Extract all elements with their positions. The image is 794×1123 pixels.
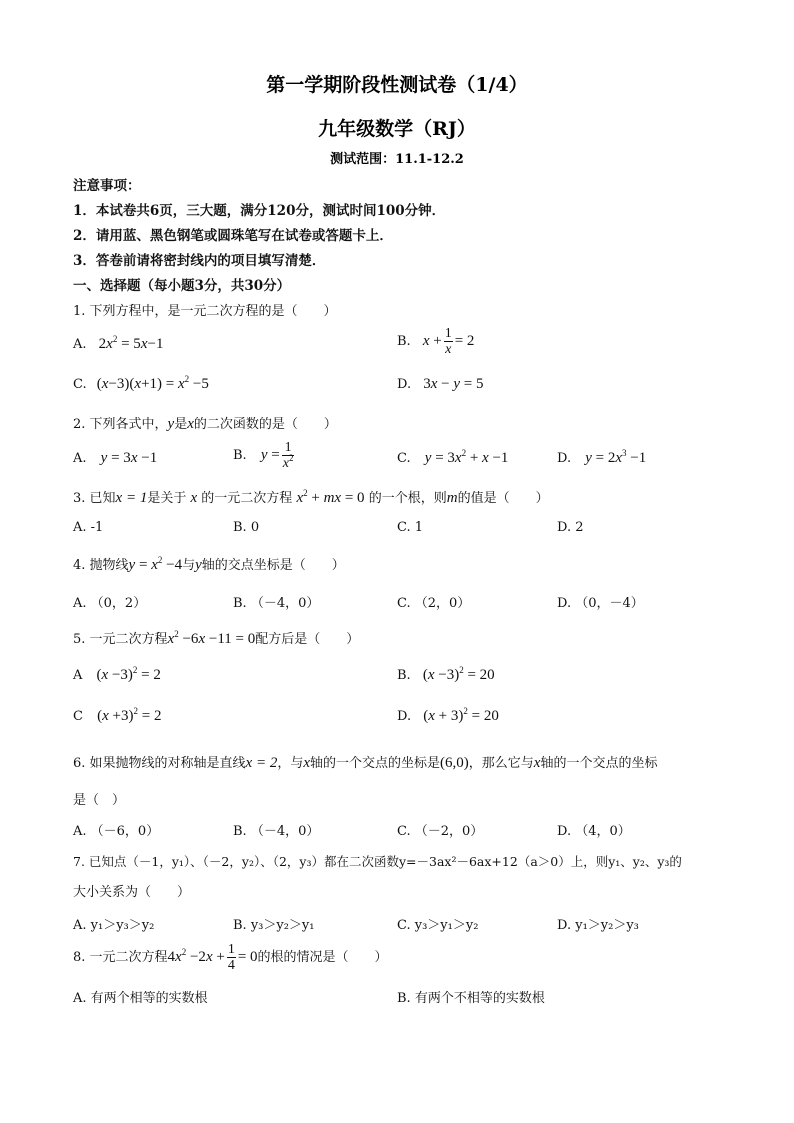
question-5-option-d <box>397 708 499 725</box>
equation: $y = 2x^3 -1$ <box>585 448 647 466</box>
equation: $y = 3x^2 + x -1$ <box>424 448 509 466</box>
question-5-option-c <box>73 708 161 725</box>
equation: $(x +3)^2 = 2$ <box>97 706 162 724</box>
variable-y: y <box>195 557 202 573</box>
stem-text: 的一元二次方程 <box>201 491 293 506</box>
question-5-option-a <box>73 667 161 684</box>
page-subtitle: 九年级数学（RJ） <box>318 118 476 140</box>
equation: x = 1 <box>115 490 148 506</box>
question-3-option-c: C. 1 <box>397 520 424 535</box>
equation: $(x + 3)^2 = 20$ <box>423 706 499 724</box>
question-2-option-d <box>557 450 646 467</box>
equation: $x^2 -6x -11 = 0$ <box>167 629 256 647</box>
question-1-option-a <box>73 336 163 353</box>
question-6-option-b: B. （－4，0） <box>233 824 320 839</box>
test-range: 测试范围：11.1-12.2 <box>330 152 464 167</box>
option-label: C. <box>397 451 411 466</box>
option-label: D. <box>397 377 412 392</box>
question-4-option-c: C. （2，0） <box>397 596 471 611</box>
stem-text: 是关于 <box>147 491 187 506</box>
equation: $(x-3)(x+1) = x^2 -5$ <box>96 374 209 392</box>
option-label: C <box>73 709 83 724</box>
option-label: A. <box>73 451 87 466</box>
option-label: A. <box>73 337 87 352</box>
stem-text: 5. 一元二次方程 <box>73 632 168 647</box>
page-title: 第一学期阶段性测试卷（1/4） <box>266 74 528 96</box>
equation: $x^2$ + mx = 0 <box>296 488 365 506</box>
stem-text: 轴的一个交点的坐标是 <box>310 756 441 771</box>
equation: $(x -3)^2 = 20$ <box>422 665 495 683</box>
question-3-option-d: D. 2 <box>557 520 584 535</box>
stem-text: 的值是（ ） <box>457 491 549 506</box>
question-3-stem <box>73 487 549 507</box>
question-4-option-d: D. （0，－4） <box>557 596 644 611</box>
stem-text: 4. 抛物线 <box>73 558 129 573</box>
option-label: C. <box>73 377 87 392</box>
question-4-option-b: B. （－4，0） <box>233 596 320 611</box>
question-1-option-d <box>397 376 484 393</box>
question-1-option-b <box>397 326 474 357</box>
option-label: A <box>73 668 83 683</box>
stem-text: 2. 下列各式中， <box>73 417 168 432</box>
question-2-option-a <box>73 450 157 467</box>
question-1-stem: 1. 下列方程中，是一元二次方程的是（ ） <box>73 304 337 319</box>
stem-text: ，与 <box>277 756 304 771</box>
stem-text: 轴的一个交点的坐标 <box>540 756 658 771</box>
variable-x: x <box>187 416 194 432</box>
variable-x: x <box>190 490 198 506</box>
notes-heading: 注意事项： <box>73 178 141 194</box>
variable-m: m <box>446 490 458 506</box>
question-4-stem <box>73 554 345 574</box>
question-7-stem: 7. 已知点（－1，y₁）、（－2，y₂）、（2，y₃）都在二次函数y=－3ax²－6ax+12（a＞0）上，则y₁、y₂、y₃的 <box>73 854 682 869</box>
question-3-option-b: B. 0 <box>233 520 260 535</box>
question-7-option-a: A. y₁＞y₃＞y₂ <box>73 918 155 933</box>
stem-text: 6. 如果抛物线的对称轴是直线 <box>73 756 246 771</box>
question-5-stem <box>73 628 359 648</box>
equation: $2x^2 = 5x-1$ <box>98 334 164 352</box>
question-6-option-c: C. （－2，0） <box>397 824 484 839</box>
question-6-option-a: A. （－6，0） <box>73 824 160 839</box>
stem-text: 8. 一元二次方程 <box>73 949 168 965</box>
question-7-option-b: B. y₃＞y₂＞y₁ <box>233 918 315 933</box>
option-label: D. <box>557 451 572 466</box>
question-7-stem-cont: 大小关系为（ ） <box>73 885 191 900</box>
equation: $(x -3)^2 = 2$ <box>96 665 161 683</box>
note-item: 2．请用蓝、黑色钢笔或圆珠笔写在试卷或答题卡上． <box>73 228 393 244</box>
note-item: 3．答卷前请将密封线内的项目填写清楚． <box>73 253 326 269</box>
option-label: B. <box>233 447 247 463</box>
question-6-stem-cont: 是（ ） <box>73 793 126 808</box>
option-label: D. <box>397 709 412 724</box>
variable-x: x <box>303 755 311 771</box>
question-5-option-b <box>397 667 495 684</box>
stem-text: 是 <box>174 417 188 432</box>
stem-text: 轴的交点坐标是（ ） <box>201 558 345 573</box>
equation: y = $\frac{1}{x^2}$ <box>260 440 294 471</box>
question-6-stem <box>73 752 657 772</box>
note-item: 1．本试卷共6页，三大题，满分120分，测试时间100分钟． <box>73 203 446 219</box>
question-4-option-a: A. （0，2） <box>73 596 147 611</box>
question-3-option-a: A. -1 <box>73 520 104 535</box>
stem-text: 的根的情况是（ ） <box>257 949 388 965</box>
equation: y = 3x −1 <box>100 450 158 466</box>
question-2-option-b <box>233 440 296 471</box>
stem-text: ，那么它与 <box>468 756 534 771</box>
question-8-option-a: A. 有两个相等的实数根 <box>73 991 208 1006</box>
option-label: B. <box>397 333 411 349</box>
question-2-stem <box>73 413 337 433</box>
equation: x + $\frac{1}{x}$ = 2 <box>422 326 475 357</box>
question-2-option-c <box>397 450 508 467</box>
stem-text: 与 <box>182 558 196 573</box>
question-8-stem <box>73 942 388 973</box>
stem-text: 的一个根，则 <box>368 491 447 506</box>
equation: $4x^2 -2x$ + $\frac{1}{4}$ = 0 <box>167 942 258 973</box>
question-8-option-b: B. 有两个不相等的实数根 <box>397 991 545 1006</box>
question-7-option-c: C. y₃＞y₁＞y₂ <box>397 918 479 933</box>
section-title: 一、选择题（每小题3分，共30分） <box>73 278 291 294</box>
equation: x = 2 <box>245 755 278 771</box>
point: (6,0) <box>440 755 469 771</box>
equation: 3x − y = 5 <box>423 376 484 392</box>
question-1-option-c <box>73 376 209 393</box>
option-label: B. <box>397 668 411 683</box>
variable-x: x <box>533 755 541 771</box>
stem-text: 3. 已知 <box>73 491 116 506</box>
question-7-option-d: D. y₁＞y₂＞y₃ <box>557 918 639 933</box>
stem-text: 的二次函数的是（ ） <box>193 417 337 432</box>
stem-text: 配方后是（ ） <box>255 632 360 647</box>
variable-y: y <box>167 416 175 432</box>
question-6-option-d: D. （4，0） <box>557 824 631 839</box>
equation: $y = x^2 -4$ <box>128 555 183 573</box>
